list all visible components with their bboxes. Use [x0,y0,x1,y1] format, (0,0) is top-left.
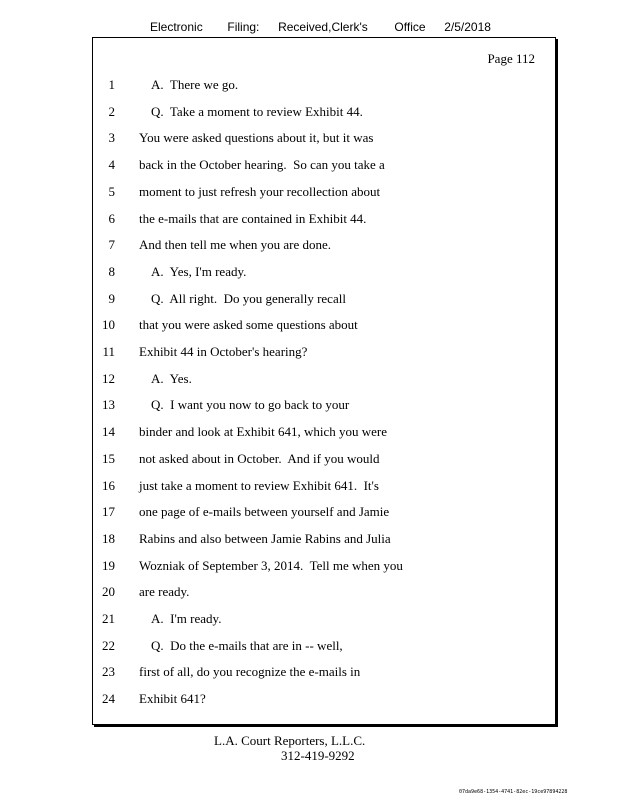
court-reporter-phone: 312-419-9292 [281,748,355,763]
transcript-line [93,235,555,255]
transcript-line [93,582,555,602]
transcript-line [93,155,555,175]
transcript-line [93,395,555,415]
line-number: 3 [108,130,115,146]
line-number: 14 [102,424,115,440]
transcript-line [93,209,555,229]
line-text: And then tell me when you are done. [139,237,332,253]
line-text: are ready. [139,584,190,600]
transcript-line [93,529,555,549]
transcript-line [93,476,555,496]
page-number: Page 112 [487,51,535,66]
line-text: binder and look at Exhibit 641, which you were [139,424,388,440]
transcript-line [93,342,555,362]
line-text: not asked about in October. And if you would [139,450,380,466]
line-number: 18 [102,530,115,546]
line-text: that you were asked some questions about [139,317,358,333]
line-text: Exhibit 641? [139,691,206,707]
transcript-line [93,262,555,282]
transcript-line [93,315,555,335]
line-number: 16 [102,477,115,493]
line-text: Rabins and also between Jamie Rabins and Julia [139,530,391,546]
line-number: 10 [102,317,115,333]
line-number: 2 [108,103,115,119]
line-text: Q. I want you now to go back to your [151,397,350,413]
line-text: A. I'm ready. [151,611,222,626]
line-number: 9 [108,290,115,306]
header-office: Office [394,20,426,34]
line-text: just take a moment to review Exhibit 641. It's [139,477,379,493]
line-number: 8 [108,263,115,279]
line-number: 6 [108,210,115,226]
electronic-filing-header [150,20,491,34]
line-text: A. Yes. [151,370,192,386]
line-number: 13 [102,397,115,413]
line-number: 19 [102,557,115,573]
transcript-line [93,502,555,522]
transcript-line [93,102,555,122]
transcript-line [93,636,555,656]
line-number: 5 [108,183,115,199]
line-number: 11 [102,344,115,359]
document-id: 07da9e68-1354-4741-82ec-19ce97894228 [459,789,568,795]
transcript-line [93,449,555,469]
line-number: 17 [102,504,115,520]
line-number: 23 [102,664,115,680]
line-text: Exhibit 44 in October's hearing? [139,344,308,359]
line-text: back in the October hearing. So can you take a [139,157,385,173]
transcript-line [93,182,555,202]
line-number: 7 [108,237,115,253]
transcript-line [93,369,555,389]
line-number: 15 [102,450,115,466]
line-text: A. There we go. [151,77,239,92]
transcript-line [93,422,555,442]
line-number: 4 [108,157,115,173]
header-electronic: Electronic [150,20,203,34]
transcript-line [93,556,555,576]
header-date: 2/5/2018 [444,20,491,34]
line-text: A. Yes, I'm ready. [151,263,247,279]
court-reporter-name: L.A. Court Reporters, L.L.C. [214,733,366,748]
transcript-line [93,662,555,682]
line-text: the e-mails that are contained in Exhibit 44. [139,210,367,226]
line-text: Wozniak of September 3, 2014. Tell me when you [139,557,403,573]
line-number: 22 [102,637,115,653]
line-text: Q. All right. Do you generally recall [151,290,346,306]
line-text: You were asked questions about it, but it was [139,130,374,146]
line-number: 21 [102,611,115,626]
line-number: 20 [102,584,115,600]
transcript-page [92,37,556,725]
line-number: 1 [108,77,115,92]
header-filing: Filing: [227,20,260,34]
line-text: first of all, do you recognize the e-mails in [139,664,361,680]
transcript-line [93,689,555,709]
line-number: 12 [102,370,115,386]
line-number: 24 [102,691,115,707]
line-text: Q. Take a moment to review Exhibit 44. [151,103,363,119]
line-text: one page of e-mails between yourself and Jamie [139,504,390,520]
line-text: Q. Do the e-mails that are in -- well, [151,637,343,653]
line-text: moment to just refresh your recollection about [139,183,381,199]
header-received: Received,Clerk's [278,20,368,34]
transcript-line [93,75,555,95]
transcript-line [93,609,555,629]
transcript-line [93,128,555,148]
transcript-line [93,289,555,309]
